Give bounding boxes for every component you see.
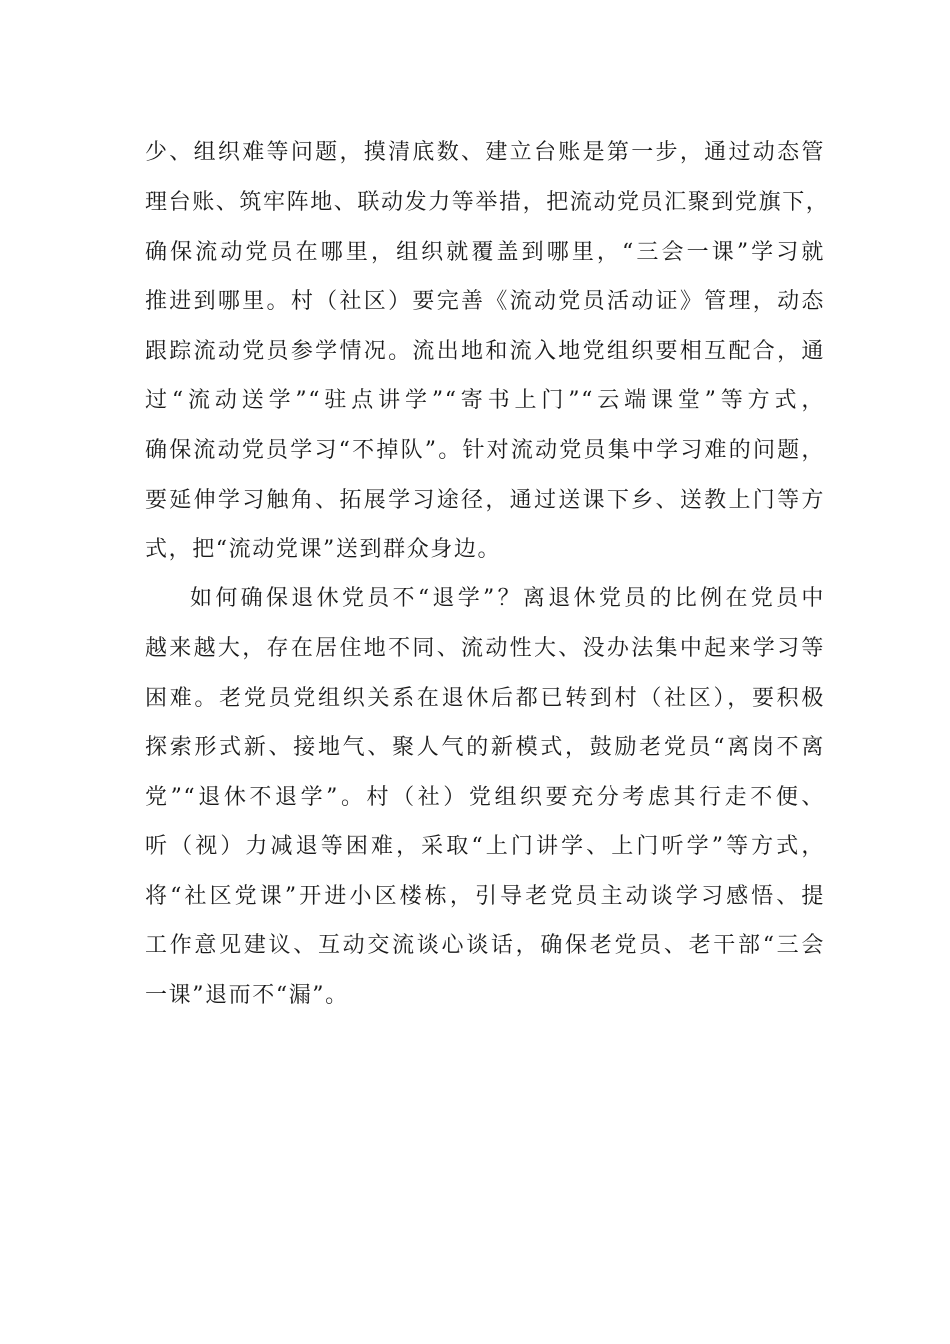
text-line: 越来越大，存在居住地不同、流动性大、没办法集中起来学习等 (145, 636, 825, 661)
text-line: 推进到哪里。村（社区）要完善《流动党员活动证》管理，动态 (145, 289, 825, 314)
text-line: 如何确保退休党员不“退学”？离退休党员的比例在党员中 (190, 586, 825, 611)
text-line: 过“流动送学”“驻点讲学”“寄书上门”“云端课堂”等方式， (145, 388, 825, 413)
text-line: 跟踪流动党员参学情况。流出地和流入地党组织要相互配合，通 (145, 339, 825, 364)
text-line: 少、组织难等问题，摸清底数、建立台账是第一步，通过动态管 (145, 140, 825, 165)
text-line: 理台账、筑牢阵地、联动发力等举措，把流动党员汇聚到党旗下， (145, 190, 830, 215)
text-line: 党”“退休不退学”。村（社）党组织要充分考虑其行走不便、 (145, 785, 825, 810)
text-line: 困难。老党员党组织关系在退休后都已转到村（社区），要积极 (145, 686, 825, 711)
text-line: 要延伸学习触角、拓展学习途径，通过送课下乡、送教上门等方 (145, 488, 825, 513)
text-line: 将“社区党课”开进小区楼栋，引导老党员主动谈学习感悟、提 (145, 884, 825, 909)
text-line: 探索形式新、接地气、聚人气的新模式，鼓励老党员“离岗不离 (145, 735, 825, 760)
text-line: 确保流动党员学习“不掉队”。针对流动党员集中学习难的问题， (145, 438, 825, 463)
text-line: 确保流动党员在哪里，组织就覆盖到哪里，“三会一课”学习就 (145, 240, 825, 265)
text-line: 一课”退而不“漏”。 (145, 983, 349, 1008)
text-line: 式，把“流动党课”送到群众身边。 (145, 537, 502, 562)
text-line: 工作意见建议、互动交流谈心谈话，确保老党员、老干部“三会 (145, 933, 825, 958)
text-line: 听（视）力减退等困难，采取“上门讲学、上门听学”等方式， (145, 834, 825, 859)
